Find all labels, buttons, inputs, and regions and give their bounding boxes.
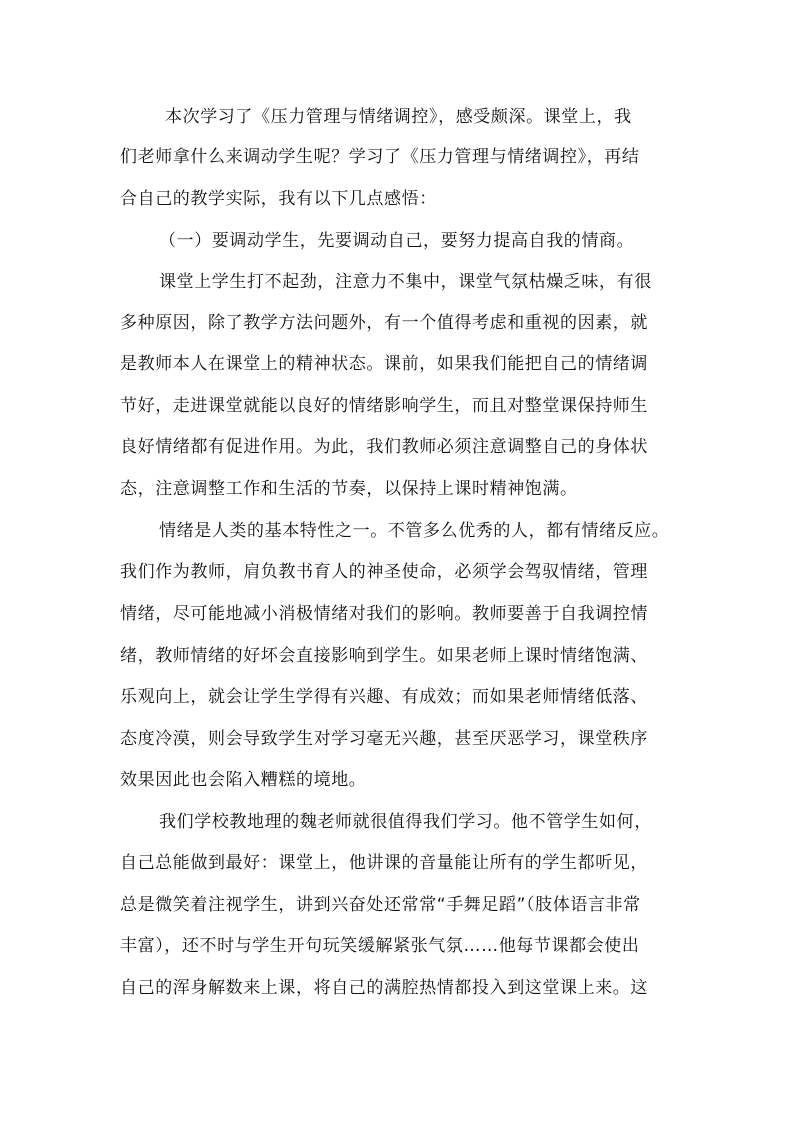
text-line: 我们学校教地理的魏老师就很值得我们学习。他不管学生如何，: [159, 812, 652, 832]
text-line: 效果因此也会陷入糟糕的境地。: [120, 770, 367, 790]
text-line: 本次学习了《压力管理与情绪调控》，感受颇深。课堂上，我: [165, 107, 632, 127]
text-line: 节好，走进课堂就能以良好的情绪影响学生，而且对整堂课保持师生: [120, 396, 648, 416]
text-line: 良好情绪都有促进作用。为此，我们教师必须注意调整自己的身体状: [120, 437, 648, 457]
text-line: （一）要调动学生，先要调动自己，要努力提高自我的情商。: [159, 231, 635, 251]
text-line: 情绪是人类的基本特性之一。不管多么优秀的人，都有情绪反应。: [159, 521, 670, 541]
text-line: 自己的浑身解数来上课，将自己的满腔热情都投入到这堂课上来。这: [120, 978, 648, 998]
text-line: 自己总能做到最好：课堂上，他讲课的音量能让所有的学生都听见，: [120, 853, 648, 873]
text-line: 乐观向上，就会让学生学得有兴趣、有成效；而如果老师情绪低落、: [120, 687, 648, 707]
text-line: 课堂上学生打不起劲，注意力不集中，课堂气氛枯燥乏味，有很: [159, 272, 652, 292]
text-line: 们老师拿什么来调动学生呢？学习了《压力管理与情绪调控》，再结: [120, 147, 640, 167]
text-line: 绪，教师情绪的好坏会直接影响到学生。如果老师上课时情绪饱满、: [120, 646, 648, 666]
text-line: 合自己的教学实际，我有以下几点感悟：: [120, 189, 437, 209]
text-line: 多种原因，除了教学方法问题外，有一个值得考虑和重视的因素，就: [120, 313, 648, 333]
text-line: 丰富），还不时与学生开句玩笑缓解紧张气氛……他每节课都会使出: [120, 936, 640, 956]
text-line: 态，注意调整工作和生活的节奏，以保持上课时精神饱满。: [120, 479, 578, 499]
text-line: 是教师本人在课堂上的精神状态。课前，如果我们能把自己的情绪调: [120, 354, 648, 374]
text-line: 态度冷漠，则会导致学生对学习毫无兴趣，甚至厌恶学习，课堂秩序: [120, 729, 648, 749]
text-line: 情绪，尽可能地减小消极情绪对我们的影响。教师要善于自我调控情: [120, 604, 648, 624]
text-line: 总是微笑着注视学生，讲到兴奋处还常常“手舞足蹈”（肢体语言非常: [120, 895, 641, 915]
text-line: 我们作为教师，肩负教书育人的神圣使命，必须学会驾驭情绪，管理: [120, 562, 648, 582]
